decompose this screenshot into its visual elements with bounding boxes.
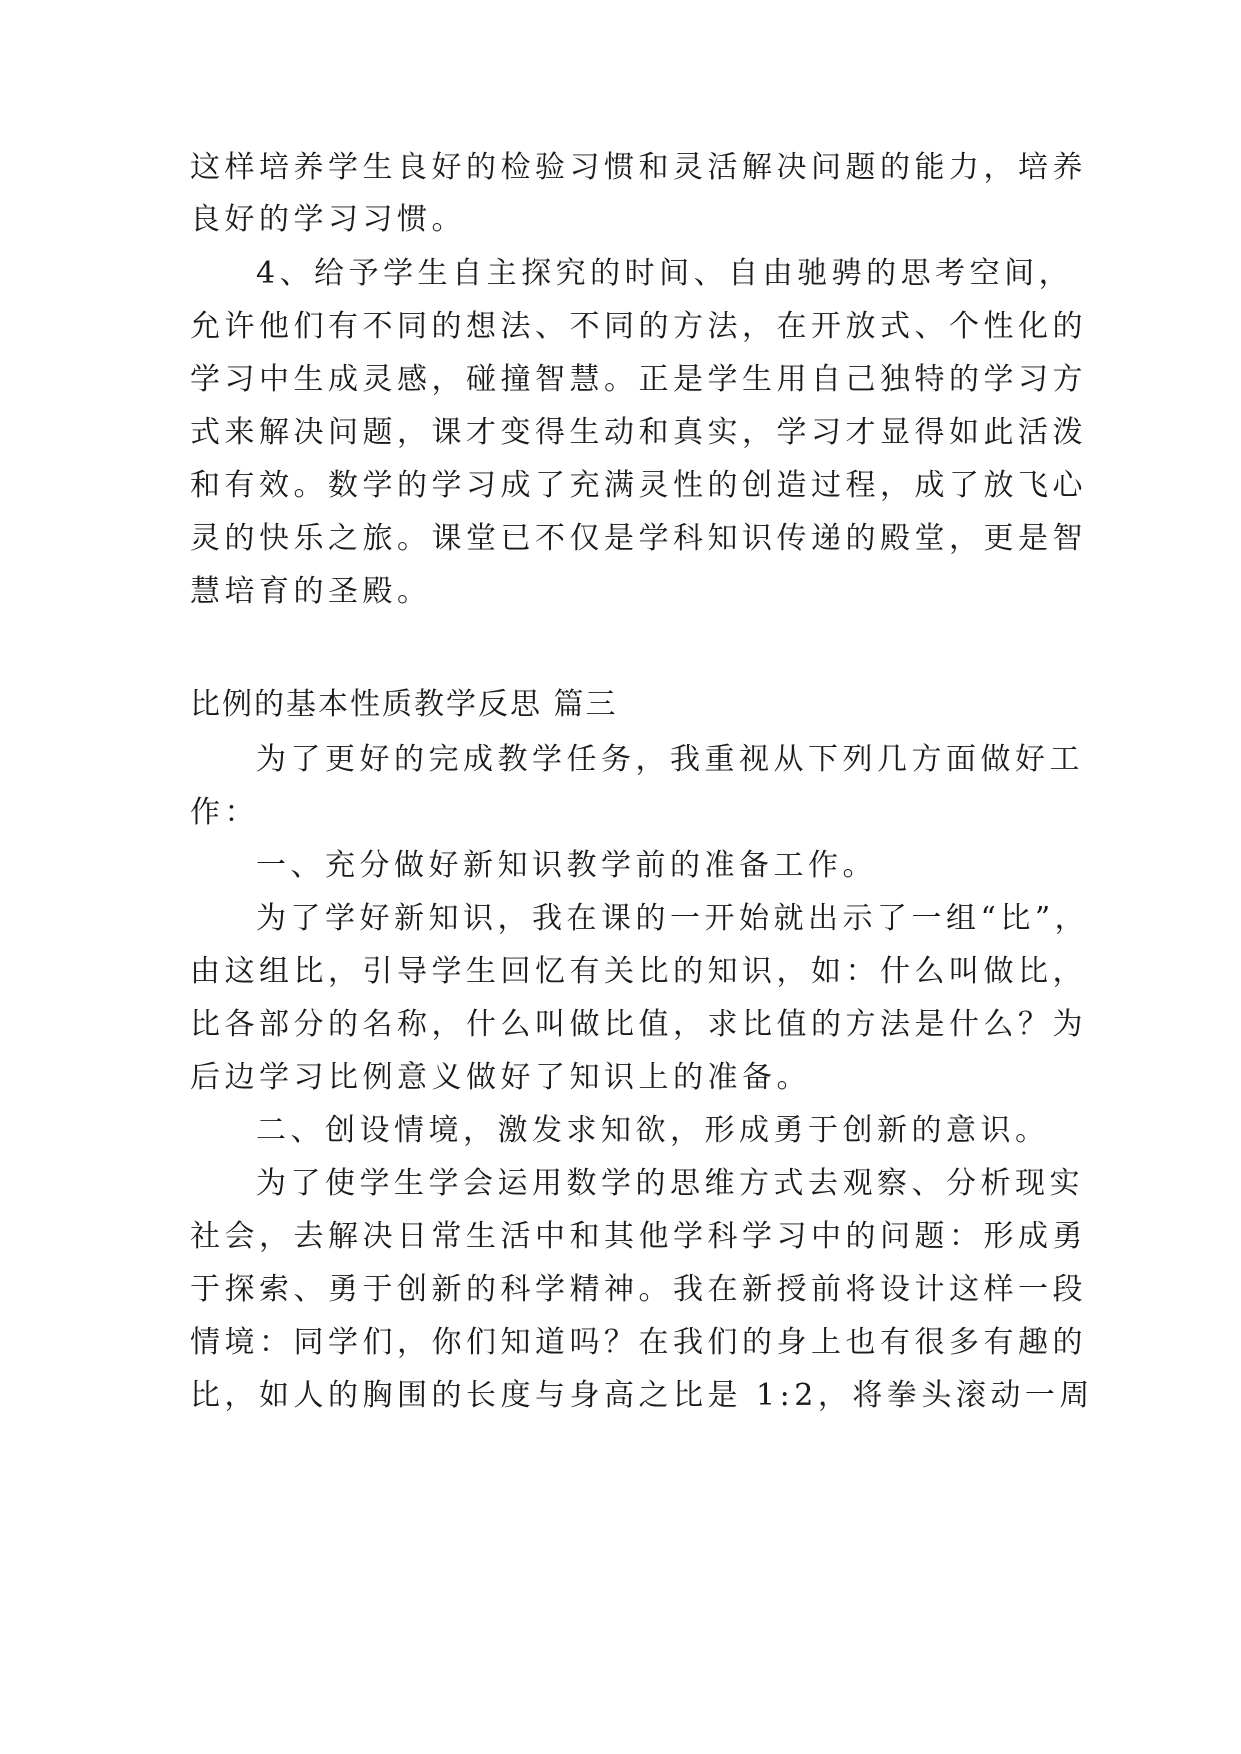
text-line: 为了学好新知识，我在课的一开始就出示了一组“比”， — [256, 901, 1090, 936]
text-line: 一、充分做好新知识教学前的准备工作。 — [256, 848, 877, 883]
text-line: 于探索、勇于创新的科学精神。我在新授前将设计这样一段 — [190, 1272, 1087, 1307]
text-line: 社会，去解决日常生活中和其他学科学习中的问题：形成勇 — [190, 1219, 1087, 1254]
text-line: 灵的快乐之旅。课堂已不仅是学科知识传递的殿堂，更是智 — [190, 521, 1087, 556]
text-line: 由这组比，引导学生回忆有关比的知识，如：什么叫做比， — [190, 954, 1087, 989]
text-line: 为了更好的完成教学任务，我重视从下列几方面做好工 — [256, 742, 1084, 777]
text-line: 为了使学生学会运用数学的思维方式去观察、分析现实 — [256, 1166, 1084, 1201]
text-line: 允许他们有不同的想法、不同的方法，在开放式、个性化的 — [190, 309, 1087, 344]
text-line: 这样培养学生良好的检验习惯和灵活解决问题的能力，培养 — [190, 150, 1087, 185]
text-line: 4、给予学生自主探究的时间、自由驰骋的思考空间， — [256, 256, 1074, 291]
text-line: 式来解决问题，课才变得生动和真实，学习才显得如此活泼 — [190, 415, 1087, 450]
text-line: 作： — [190, 795, 259, 830]
text-line: 后边学习比例意义做好了知识上的准备。 — [190, 1060, 811, 1095]
text-line: 比各部分的名称，什么叫做比值，求比值的方法是什么？为 — [190, 1007, 1087, 1042]
text-line: 慧培育的圣殿。 — [190, 574, 432, 609]
text-line: 比，如人的胸围的长度与身高之比是 1:2，将拳头滚动一周 — [190, 1378, 1094, 1413]
text-line: 二、创设情境，激发求知欲，形成勇于创新的意识。 — [256, 1113, 1050, 1148]
section-heading: 比例的基本性质教学反思 篇三 — [190, 687, 618, 722]
text-line: 和有效。数学的学习成了充满灵性的创造过程，成了放飞心 — [190, 468, 1087, 503]
text-line: 良好的学习习惯。 — [190, 202, 466, 237]
text-line: 学习中生成灵感，碰撞智慧。正是学生用自己独特的学习方 — [190, 362, 1087, 397]
text-line: 情境：同学们，你们知道吗？在我们的身上也有很多有趣的 — [190, 1325, 1087, 1360]
